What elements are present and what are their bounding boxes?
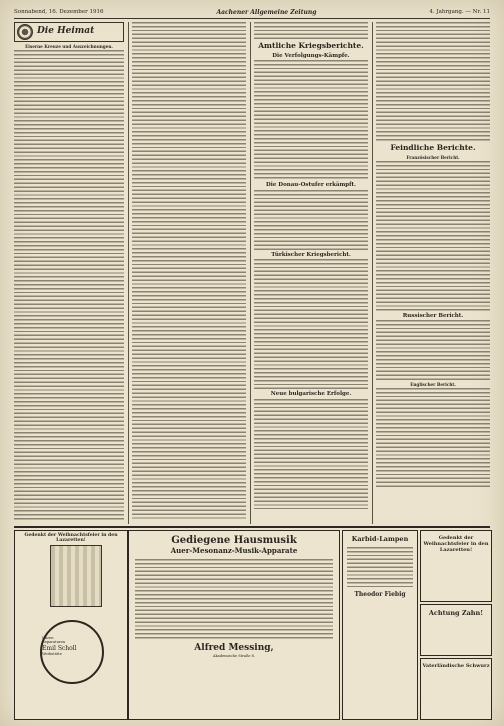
ad-karbid [342,530,418,720]
headline-englisch: Englischer Bericht. [410,382,456,387]
headline-amtliche: Amtliche Kriegsberichte. [258,41,364,50]
hausmusik-name: Alfred Messing, [194,643,274,653]
karbid-title: Karbid-Lampen [351,535,409,543]
ad-schuh [420,658,492,720]
headline-franzoesisch: Französischer Bericht. [406,154,460,160]
section-heading: Eiserne Kreuze und Auszeichnungen. [25,44,113,49]
ad-hausmusik [128,530,340,720]
headline-bulgarisch: Neue bulgarische Erfolge. [270,391,352,397]
column-3-body [254,60,368,180]
headline-verfolgung: Die Verfolgungs-Kämpfe. [272,52,350,59]
heimat-right-title: Gedenkt der Weihnachtsfeier in den Lazaretten! [423,535,489,553]
ad-achtung [420,604,492,656]
karbid-name: Theodor Fiebig [354,591,406,598]
column-4 [376,22,490,524]
watch-line1: Uhren [42,636,54,640]
illustration [50,545,102,607]
column-4-body [376,388,490,488]
watch-line2: Reparaturen [42,640,66,645]
column-3-body [254,259,368,389]
hausmusik-subtitle: Auer-Mesonanz-Musik-Apparate [170,546,298,555]
column-1-body [14,50,124,520]
hausmusik-addr: Akademische Straße 8. [212,654,256,658]
column-3-body [254,190,368,250]
column-4-body [376,22,490,142]
heimat-banner [14,22,124,42]
ads-separator [14,526,490,528]
achtung-title: Achtung Zahn! [428,609,484,617]
karbid-body [347,547,413,587]
schuh-title: Vaterländische Schwurz [422,663,490,669]
ad-heimat-title: Gedenkt der Weihnachtsfeier in den Lazaretten! [24,533,118,544]
ad-heimat-right [420,530,492,602]
watch-name: Emil Scholl [42,644,77,652]
column-2 [132,22,246,524]
column-1 [14,22,124,524]
column-3-body [254,399,368,509]
column-3 [254,22,368,524]
column-4-body [376,320,490,380]
headline-russisch: Russischer Bericht. [402,312,464,319]
issue-number: 4. Jahrgang. — Nr. 11 [429,9,490,15]
paper-name: Aachener Allgemeine Zeitung [216,8,317,16]
watch-ad [40,620,104,684]
watch-line3: Werkstätte [42,651,62,656]
heimat-title: Die Heimat [37,26,95,37]
column-2-body [132,22,246,520]
hausmusik-title: Gediegene Hausmusik [171,535,297,546]
headline-donau: Die Donau-Ostufer erkämpft. [266,182,356,188]
column-3-body [254,22,368,40]
headline-feindlich: Feindliche Berichte. [390,143,476,152]
column-4-body [376,161,490,311]
hausmusik-body [135,559,333,639]
eagle-emblem-icon [17,24,33,40]
issue-date: Sonnabend, 16. Dezember 1916 [14,9,104,15]
masthead [14,6,490,19]
headline-tuerkisch: Türkischer Kriegsbericht. [271,251,351,258]
